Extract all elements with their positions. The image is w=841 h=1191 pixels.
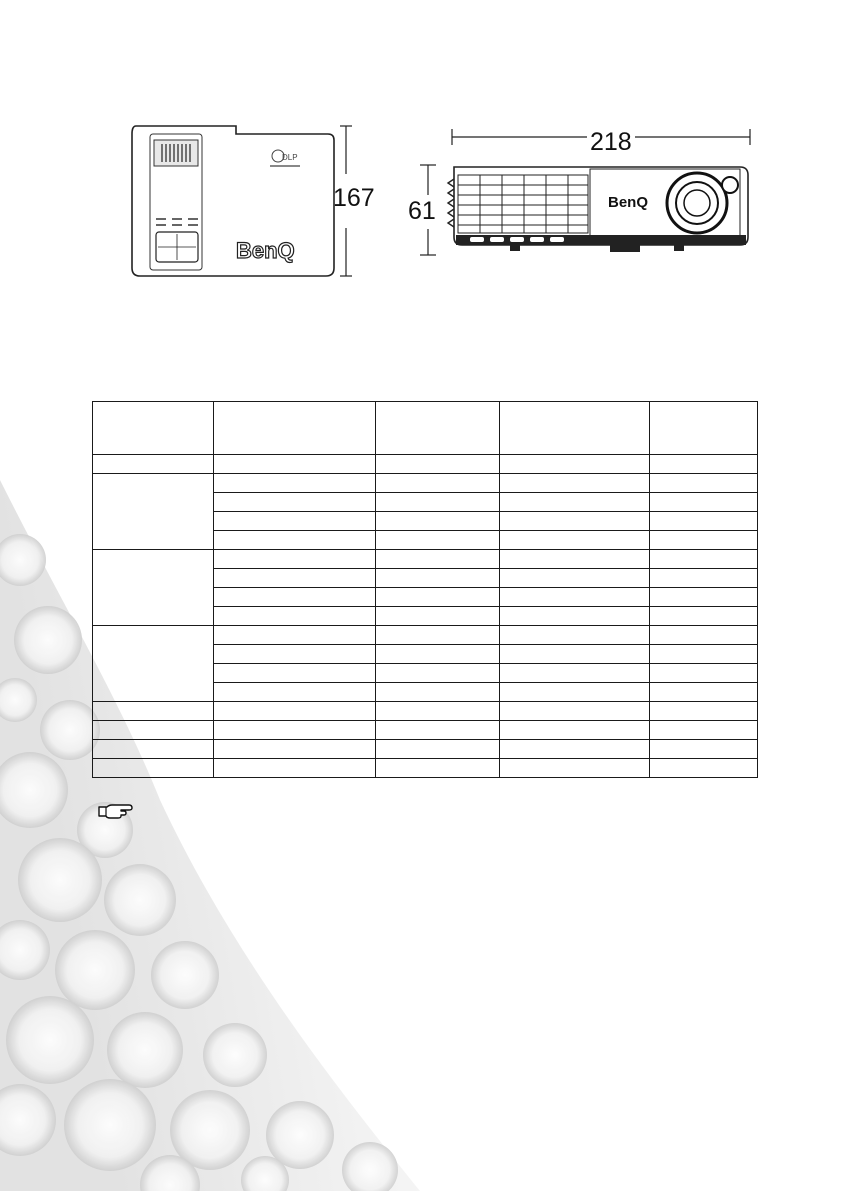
table-cell [214,512,376,531]
table-cell [650,626,758,645]
table-cell [214,740,376,759]
table-cell [500,740,650,759]
header-cell [93,402,214,455]
top-brand-logo: BenQ [236,238,295,263]
header-cell [376,402,500,455]
table-cell [214,664,376,683]
table-cell [500,721,650,740]
table-cell [650,569,758,588]
table-cell [93,702,214,721]
table-cell [500,474,650,493]
table-cell [214,550,376,569]
table-cell [500,455,650,474]
table-cell [376,493,500,512]
table-cell [93,455,214,474]
table-cell [93,740,214,759]
table-cell [214,569,376,588]
dlp-badge-icon: DLP [282,153,298,162]
table-cell [500,588,650,607]
depth-dimension-label: 61 [408,197,436,225]
table-row [93,740,758,759]
table-cell [376,740,500,759]
table-cell [214,531,376,550]
table-cell [500,531,650,550]
table-cell [376,607,500,626]
table-cell [500,512,650,531]
table-cell [376,664,500,683]
projector-side-view [410,125,760,270]
table-cell [650,702,758,721]
table-row [93,626,758,645]
table-cell [650,493,758,512]
table-cell [93,721,214,740]
table-row [93,455,758,474]
table-cell [650,607,758,626]
width-dimension-label: 218 [587,130,635,155]
table-cell [376,721,500,740]
table-cell [376,531,500,550]
table-cell [376,645,500,664]
table-cell [650,474,758,493]
table-cell [500,683,650,702]
table-cell [650,512,758,531]
table-cell [650,588,758,607]
table-cell [500,702,650,721]
table-cell [93,759,214,778]
table-cell [214,645,376,664]
header-cell [650,402,758,455]
spec-table [92,401,758,778]
table-cell [214,759,376,778]
pointing-hand-icon [97,802,133,820]
table-cell [650,759,758,778]
table-cell [214,721,376,740]
table-row [93,721,758,740]
table-cell [376,550,500,569]
table-cell [214,474,376,493]
header-cell [500,402,650,455]
table-cell [650,740,758,759]
table-cell [500,759,650,778]
table-row [93,759,758,778]
table-group-cell [93,474,214,550]
table-cell [650,645,758,664]
table-cell [376,759,500,778]
table-cell [214,626,376,645]
table-cell [500,569,650,588]
table-group-cell [93,626,214,702]
table-cell [376,683,500,702]
table-row [93,474,758,493]
table-cell [650,683,758,702]
table-cell [500,664,650,683]
projector-top-view [128,120,368,290]
table-row [93,702,758,721]
table-cell [376,702,500,721]
table-cell [650,531,758,550]
table-cell [376,455,500,474]
table-cell [376,569,500,588]
table-cell [214,683,376,702]
table-cell [376,626,500,645]
table-cell [650,550,758,569]
table-cell [376,474,500,493]
side-brand-logo: BenQ [608,194,649,211]
table-cell [214,702,376,721]
table-cell [500,607,650,626]
table-cell [500,493,650,512]
table-cell [214,588,376,607]
table-cell [650,455,758,474]
table-cell [650,664,758,683]
table-header-row [93,402,758,455]
table-cell [500,645,650,664]
table-cell [650,721,758,740]
table-cell [214,493,376,512]
header-cell [214,402,376,455]
table-cell [376,588,500,607]
height-dimension-label: 167 [333,184,375,212]
table-cell [376,512,500,531]
table-cell [500,550,650,569]
table-group-cell [93,550,214,626]
table-cell [214,607,376,626]
table-cell [500,626,650,645]
table-row [93,550,758,569]
table-cell [214,455,376,474]
